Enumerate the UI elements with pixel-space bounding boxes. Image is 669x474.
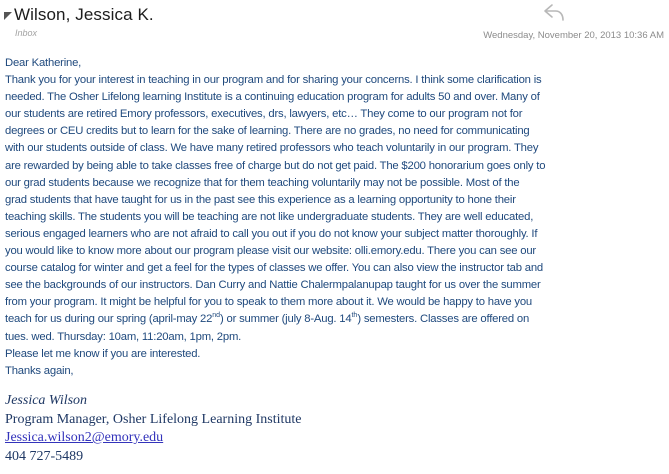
signature-phone: 404 727-5489 <box>5 448 84 464</box>
body-line: see the backgrounds of our instructors. Dan Curry and Nattie Chalermpalanupap taught for us over the summer <box>5 279 541 292</box>
body-line: are rewarded by being able to take classes free of charge but do not get paid. The $200 honorarium goes only to <box>5 159 546 172</box>
body-line: teaching skills. The students you will be teaching are not like undergraduate students. They are well educated, <box>5 210 534 223</box>
sender-name: Wilson, Jessica K. <box>14 5 154 24</box>
body-line: with our students outside of class. We have many retired professors who teach voluntarily in our program. They <box>5 142 539 155</box>
mailbox-label: Inbox <box>15 28 38 38</box>
message-body <box>5 55 666 380</box>
body-line: our grad students because we recognize that for them teaching voluntarily may not be possible. Most of the <box>5 176 520 189</box>
body-line: Thank you for your interest in teaching in our program and for sharing your concerns. I think some clarification is <box>5 74 542 87</box>
message-header <box>0 0 669 52</box>
collapse-triangle-icon[interactable] <box>4 12 12 20</box>
signature-title: Program Manager, Osher Lifelong Learning Institute <box>5 411 302 427</box>
body-line: our students are retired Emory professors, executives, drs, lawyers, etc… They come to our program not for <box>5 108 523 121</box>
message-date: Wednesday, November 20, 2013 10:36 AM <box>483 30 664 41</box>
body-line: degrees or CEU credits but to learn for the sake of learning. There are no grades, no need for communicating <box>5 125 530 138</box>
body-line: needed. The Osher Lifelong learning Institute is a continuing education program for adults 50 and over. Many of <box>5 91 540 104</box>
body-line: from your program. It might be helpful for you to speak to them more about it. We would be happy to have you <box>5 296 533 309</box>
body-line: tues. wed. Thursday: 10am, 11:20am, 1pm, 2pm. <box>5 330 242 343</box>
body-line: Dear Katherine, <box>5 57 82 69</box>
body-line: Please let me know if you are interested. <box>5 347 201 360</box>
body-line: you would like to know more about our program please visit our website: olli.emory.edu. There you can see our <box>5 245 536 258</box>
body-line: grad students that have taught for us in the past see this experience as a learning opportunity to hone their <box>5 193 516 206</box>
body-line: teach for us during our spring (april-may 22nd) or summer (july 8-Aug. 14th) semesters. Classes are offered on <box>5 312 530 326</box>
reply-icon[interactable] <box>541 2 567 29</box>
body-line: Thanks again, <box>5 364 74 377</box>
body-line: course catalog for winter and get a feel for the types of classes we offer. You can also view the instructor tab and <box>5 262 543 275</box>
signature-name: Jessica Wilson <box>5 393 88 408</box>
signature-email-link[interactable]: Jessica.wilson2@emory.edu <box>5 430 164 445</box>
signature-block <box>5 392 301 466</box>
body-line: serious engaged learners who are not afraid to call you out if you do not know your subject matter thoroughly. If <box>5 227 538 240</box>
